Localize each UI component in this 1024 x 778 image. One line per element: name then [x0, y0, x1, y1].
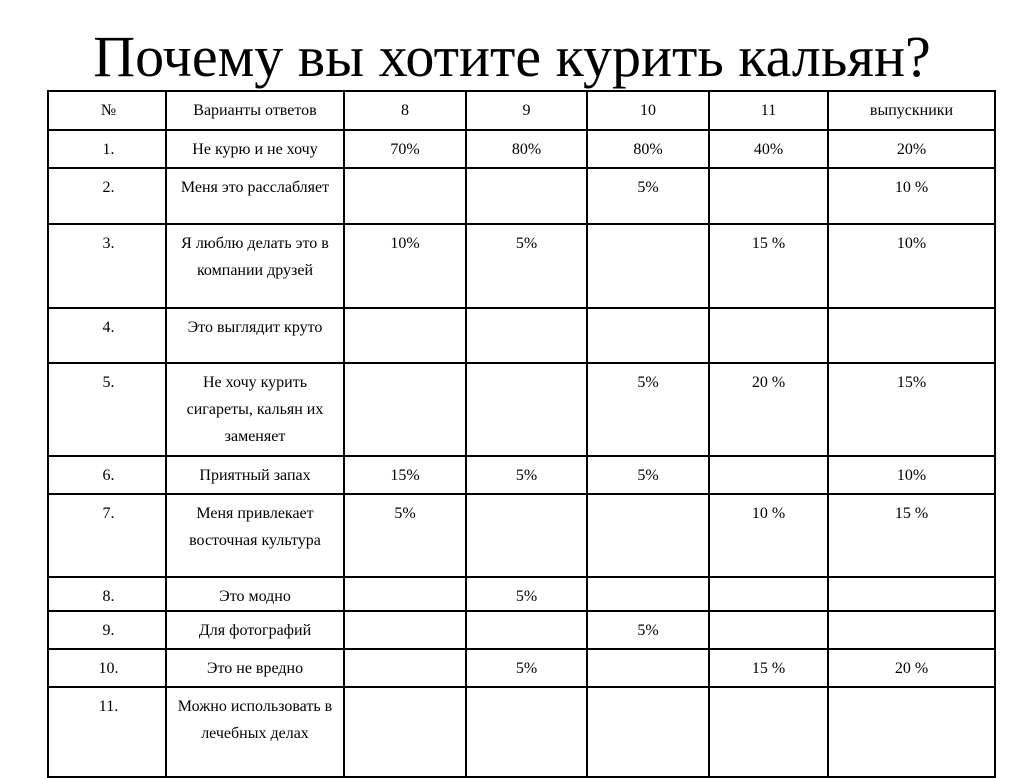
slide-title: Почему вы хотите курить кальян? [93, 24, 931, 89]
cell-graduates: 10% [828, 224, 995, 308]
cell-graduates [828, 308, 995, 363]
row-label: Меня это расслабляет [166, 168, 344, 224]
row-label: Для фотографий [166, 611, 344, 649]
row-number: 3. [48, 224, 166, 308]
row-label: Это выглядит круто [166, 308, 344, 363]
cell-grade-10: 5% [587, 456, 709, 494]
cell-grade-11: 10 % [709, 494, 828, 577]
header-grade-9: 9 [466, 91, 587, 130]
cell-graduates: 20 % [828, 649, 995, 687]
cell-grade-9: 80% [466, 130, 587, 168]
cell-graduates [828, 611, 995, 649]
cell-grade-11 [709, 308, 828, 363]
cell-grade-8: 10% [344, 224, 466, 308]
cell-grade-9 [466, 611, 587, 649]
header-number: № [48, 91, 166, 130]
cell-grade-8 [344, 577, 466, 611]
cell-grade-8: 15% [344, 456, 466, 494]
survey-table [47, 90, 996, 778]
cell-grade-10: 5% [587, 611, 709, 649]
cell-grade-9 [466, 494, 587, 577]
cell-grade-9 [466, 308, 587, 363]
cell-grade-8: 70% [344, 130, 466, 168]
cell-graduates [828, 687, 995, 777]
cell-grade-10 [587, 494, 709, 577]
cell-grade-10 [587, 308, 709, 363]
row-number: 7. [48, 494, 166, 577]
cell-grade-11 [709, 611, 828, 649]
cell-grade-10: 5% [587, 363, 709, 456]
row-number: 1. [48, 130, 166, 168]
table-row [48, 649, 995, 687]
cell-grade-9: 5% [466, 649, 587, 687]
row-label: Я люблю делать это в компании друзей [166, 224, 344, 308]
table-row [48, 363, 995, 456]
cell-graduates [828, 577, 995, 611]
row-label: Меня привлекает восточная культура [166, 494, 344, 577]
cell-grade-11 [709, 577, 828, 611]
row-number: 4. [48, 308, 166, 363]
row-label: Приятный запах [166, 456, 344, 494]
header-grade-11: 11 [709, 91, 828, 130]
cell-grade-10 [587, 224, 709, 308]
cell-grade-8: 5% [344, 494, 466, 577]
header-row [48, 91, 995, 130]
cell-grade-11 [709, 687, 828, 777]
cell-grade-8 [344, 611, 466, 649]
table-row [48, 611, 995, 649]
row-number: 10. [48, 649, 166, 687]
row-number: 8. [48, 577, 166, 611]
row-number: 6. [48, 456, 166, 494]
row-number: 11. [48, 687, 166, 777]
table-row [48, 224, 995, 308]
cell-graduates: 20% [828, 130, 995, 168]
table-row [48, 494, 995, 577]
cell-grade-11: 40% [709, 130, 828, 168]
cell-grade-11 [709, 168, 828, 224]
cell-grade-10: 80% [587, 130, 709, 168]
cell-grade-8 [344, 649, 466, 687]
cell-grade-11 [709, 456, 828, 494]
cell-grade-8 [344, 308, 466, 363]
table-row [48, 168, 995, 224]
table-row [48, 577, 995, 611]
row-number: 9. [48, 611, 166, 649]
cell-grade-10 [587, 577, 709, 611]
cell-grade-8 [344, 363, 466, 456]
cell-grade-9: 5% [466, 577, 587, 611]
cell-grade-9 [466, 363, 587, 456]
cell-grade-11: 15 % [709, 224, 828, 308]
cell-grade-11: 15 % [709, 649, 828, 687]
row-label: Не хочу курить сигареты, кальян их заменяет [166, 363, 344, 456]
cell-grade-10 [587, 687, 709, 777]
row-number: 2. [48, 168, 166, 224]
table-row [48, 687, 995, 777]
row-label: Не курю и не хочу [166, 130, 344, 168]
row-label: Это не вредно [166, 649, 344, 687]
cell-grade-10 [587, 649, 709, 687]
cell-graduates: 15% [828, 363, 995, 456]
table-row [48, 456, 995, 494]
row-label: Это модно [166, 577, 344, 611]
table-row [48, 308, 995, 363]
cell-graduates: 10% [828, 456, 995, 494]
cell-graduates: 10 % [828, 168, 995, 224]
cell-grade-9 [466, 687, 587, 777]
header-options: Варианты ответов [166, 91, 344, 130]
cell-grade-9: 5% [466, 456, 587, 494]
table-row [48, 130, 995, 168]
cell-grade-10: 5% [587, 168, 709, 224]
header-graduates: выпускники [828, 91, 995, 130]
header-grade-10: 10 [587, 91, 709, 130]
cell-graduates: 15 % [828, 494, 995, 577]
cell-grade-8 [344, 687, 466, 777]
cell-grade-8 [344, 168, 466, 224]
cell-grade-9: 5% [466, 224, 587, 308]
row-number: 5. [48, 363, 166, 456]
cell-grade-9 [466, 168, 587, 224]
row-label: Можно использовать в лечебных делах [166, 687, 344, 777]
header-grade-8: 8 [344, 91, 466, 130]
cell-grade-11: 20 % [709, 363, 828, 456]
